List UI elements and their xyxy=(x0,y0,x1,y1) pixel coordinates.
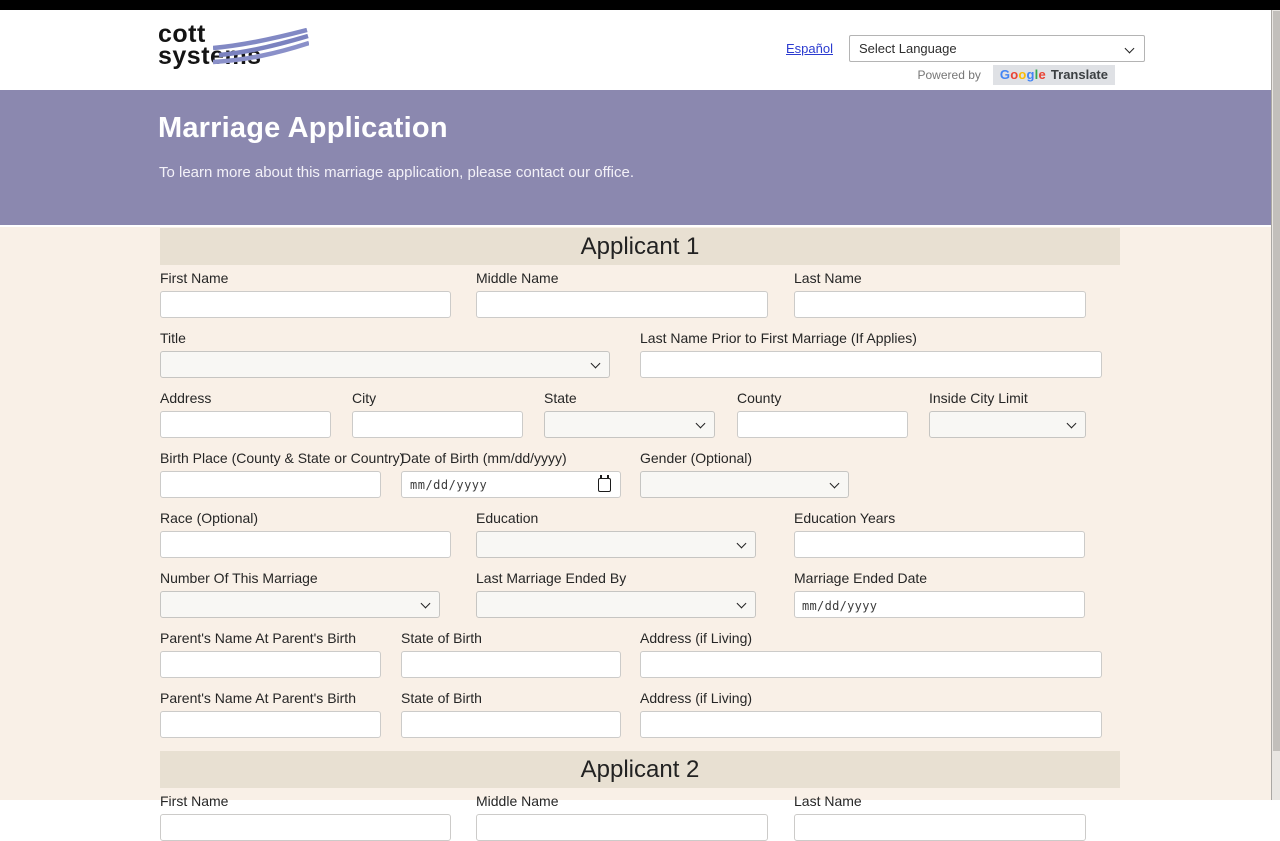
chevron-down-icon xyxy=(737,599,747,609)
chevron-down-icon xyxy=(696,419,706,429)
state-select[interactable] xyxy=(544,411,715,438)
chevron-down-icon xyxy=(737,539,747,549)
race-optional-field xyxy=(160,511,451,558)
city-field xyxy=(352,391,523,438)
state-of-birth-field xyxy=(401,631,621,678)
education-select[interactable] xyxy=(476,531,756,558)
inside-city-limit-select[interactable] xyxy=(929,411,1086,438)
applicant-1-header: Applicant 1 xyxy=(160,228,1120,265)
translate-label: Translate xyxy=(1050,67,1108,82)
address-if-living-input[interactable] xyxy=(640,651,1102,678)
chevron-down-icon xyxy=(591,359,601,369)
inside-city-limit-label: Inside City Limit xyxy=(929,390,1028,406)
address-if-living-input[interactable] xyxy=(640,711,1102,738)
last-name-label: Last Name xyxy=(794,270,862,286)
page-title: Marriage Application xyxy=(158,112,448,144)
form-row xyxy=(160,271,1120,318)
form-content xyxy=(160,228,1120,841)
form-row xyxy=(160,631,1120,678)
google-logo xyxy=(1000,67,1046,82)
parent-s-name-at-parent-s-birth-input[interactable] xyxy=(160,711,381,738)
first-name-input[interactable] xyxy=(160,291,451,318)
race-optional-input[interactable] xyxy=(160,531,451,558)
address-if-living-field xyxy=(640,691,1102,738)
date-of-birth-mm-dd-yyyy-date-input[interactable] xyxy=(401,471,621,498)
google-logo-letter: o xyxy=(1010,67,1019,82)
address-label: Address xyxy=(160,390,212,406)
date-placeholder: mm/dd/yyyy xyxy=(410,477,488,492)
first-name-label: First Name xyxy=(160,793,229,809)
last-name-prior-to-first-marriage-if-applies-label: Last Name Prior to First Marriage (If Applies) xyxy=(640,330,917,346)
form-row xyxy=(160,511,1120,558)
last-name-prior-to-first-marriage-if-applies-field xyxy=(640,331,1102,378)
state-of-birth-label: State of Birth xyxy=(401,690,482,706)
scrollbar[interactable] xyxy=(1271,10,1280,800)
number-of-this-marriage-field xyxy=(160,571,440,618)
date-of-birth-mm-dd-yyyy-field xyxy=(401,451,621,498)
chevron-down-icon xyxy=(1067,419,1077,429)
form-row xyxy=(160,571,1120,618)
google-logo-letter: e xyxy=(1038,67,1046,82)
first-name-label: First Name xyxy=(160,270,229,286)
education-years-field xyxy=(794,511,1085,558)
first-name-field xyxy=(160,794,451,841)
logo-text-systems: systems xyxy=(158,42,262,70)
applicant-2-header: Applicant 2 xyxy=(160,751,1120,788)
last-marriage-ended-by-select[interactable] xyxy=(476,591,756,618)
state-of-birth-field xyxy=(401,691,621,738)
birth-place-county-state-or-country-label: Birth Place (County & State or Country) xyxy=(160,450,405,466)
top-bar xyxy=(0,0,1280,10)
chevron-down-icon xyxy=(830,479,840,489)
last-marriage-ended-by-field xyxy=(476,571,756,618)
city-label: City xyxy=(352,390,377,406)
form-main xyxy=(0,227,1280,809)
page-subtitle: To learn more about this marriage application, please contact our office. xyxy=(159,164,634,181)
parent-s-name-at-parent-s-birth-field xyxy=(160,691,381,738)
education-years-input[interactable] xyxy=(794,531,1085,558)
google-logo-letter: l xyxy=(1034,67,1039,82)
scrollbar-thumb[interactable] xyxy=(1273,11,1280,751)
cott-systems-logo xyxy=(158,20,308,72)
gender-optional-label: Gender (Optional) xyxy=(640,450,753,466)
county-input[interactable] xyxy=(737,411,908,438)
last-name-field xyxy=(794,271,1086,318)
form-row xyxy=(160,331,1120,378)
google-logo-letter: G xyxy=(999,67,1011,82)
state-field xyxy=(544,391,715,438)
language-select-value: Select Language xyxy=(859,41,957,56)
gender-optional-field xyxy=(640,451,849,498)
google-translate-badge[interactable] xyxy=(993,65,1115,85)
logo-swoosh-icon xyxy=(213,28,309,68)
address-if-living-field xyxy=(640,631,1102,678)
google-logo-letter: o xyxy=(1018,67,1027,82)
marriage-ended-date-label: Marriage Ended Date xyxy=(794,570,928,586)
education-label: Education xyxy=(476,510,539,526)
state-of-birth-label: State of Birth xyxy=(401,630,482,646)
inside-city-limit-field xyxy=(929,391,1086,438)
chevron-down-icon xyxy=(421,599,431,609)
language-select[interactable] xyxy=(849,35,1145,62)
espanol-link[interactable]: Español xyxy=(786,41,833,56)
number-of-this-marriage-select[interactable] xyxy=(160,591,440,618)
birth-place-county-state-or-country-field xyxy=(160,450,405,498)
chevron-down-icon xyxy=(1125,44,1135,54)
parent-s-name-at-parent-s-birth-field xyxy=(160,631,381,678)
parent-s-name-at-parent-s-birth-label: Parent's Name At Parent's Birth xyxy=(160,690,356,706)
county-label: County xyxy=(737,390,782,406)
education-field xyxy=(476,511,756,558)
logo-text-cott: cott xyxy=(158,20,206,48)
state-label: State xyxy=(544,390,577,406)
last-marriage-ended-by-label: Last Marriage Ended By xyxy=(476,570,627,586)
title-select[interactable] xyxy=(160,351,610,378)
address-field xyxy=(160,391,331,438)
last-name-input[interactable] xyxy=(794,814,1086,841)
page-banner xyxy=(0,90,1280,225)
form-row xyxy=(160,794,1120,841)
last-name-label: Last Name xyxy=(794,793,862,809)
form-row xyxy=(160,391,1120,438)
parent-s-name-at-parent-s-birth-label: Parent's Name At Parent's Birth xyxy=(160,630,356,646)
address-if-living-label: Address (if Living) xyxy=(640,630,753,646)
google-logo-letter: g xyxy=(1026,67,1035,82)
state-of-birth-input[interactable] xyxy=(401,651,621,678)
middle-name-field xyxy=(476,271,768,318)
city-input[interactable] xyxy=(352,411,523,438)
last-name-field xyxy=(794,794,1086,841)
education-years-label: Education Years xyxy=(794,510,896,526)
gender-optional-select[interactable] xyxy=(640,471,849,498)
calendar-icon[interactable] xyxy=(598,478,611,492)
powered-by-label: Powered by xyxy=(917,68,981,82)
title-label: Title xyxy=(160,330,186,346)
race-optional-label: Race (Optional) xyxy=(160,510,259,526)
title-field xyxy=(160,331,610,378)
state-of-birth-input[interactable] xyxy=(401,711,621,738)
last-name-input[interactable] xyxy=(794,291,1086,318)
form-row xyxy=(160,451,1120,498)
middle-name-input[interactable] xyxy=(476,814,768,841)
date-of-birth-mm-dd-yyyy-label: Date of Birth (mm/dd/yyyy) xyxy=(401,450,567,466)
form-row xyxy=(160,691,1120,738)
middle-name-field xyxy=(476,794,768,841)
parent-s-name-at-parent-s-birth-input[interactable] xyxy=(160,651,381,678)
first-name-input[interactable] xyxy=(160,814,451,841)
last-name-prior-to-first-marriage-if-applies-input[interactable] xyxy=(640,351,1102,378)
address-input[interactable] xyxy=(160,411,331,438)
number-of-this-marriage-label: Number Of This Marriage xyxy=(160,570,318,586)
marriage-ended-date-input[interactable] xyxy=(794,591,1085,618)
google-translate-attribution xyxy=(918,65,1116,85)
first-name-field xyxy=(160,271,451,318)
site-header xyxy=(0,10,1280,90)
middle-name-input[interactable] xyxy=(476,291,768,318)
middle-name-label: Middle Name xyxy=(476,793,559,809)
marriage-ended-date-field xyxy=(794,571,1085,618)
county-field xyxy=(737,391,908,438)
middle-name-label: Middle Name xyxy=(476,270,559,286)
address-if-living-label: Address (if Living) xyxy=(640,690,753,706)
birth-place-county-state-or-country-input[interactable] xyxy=(160,471,381,498)
